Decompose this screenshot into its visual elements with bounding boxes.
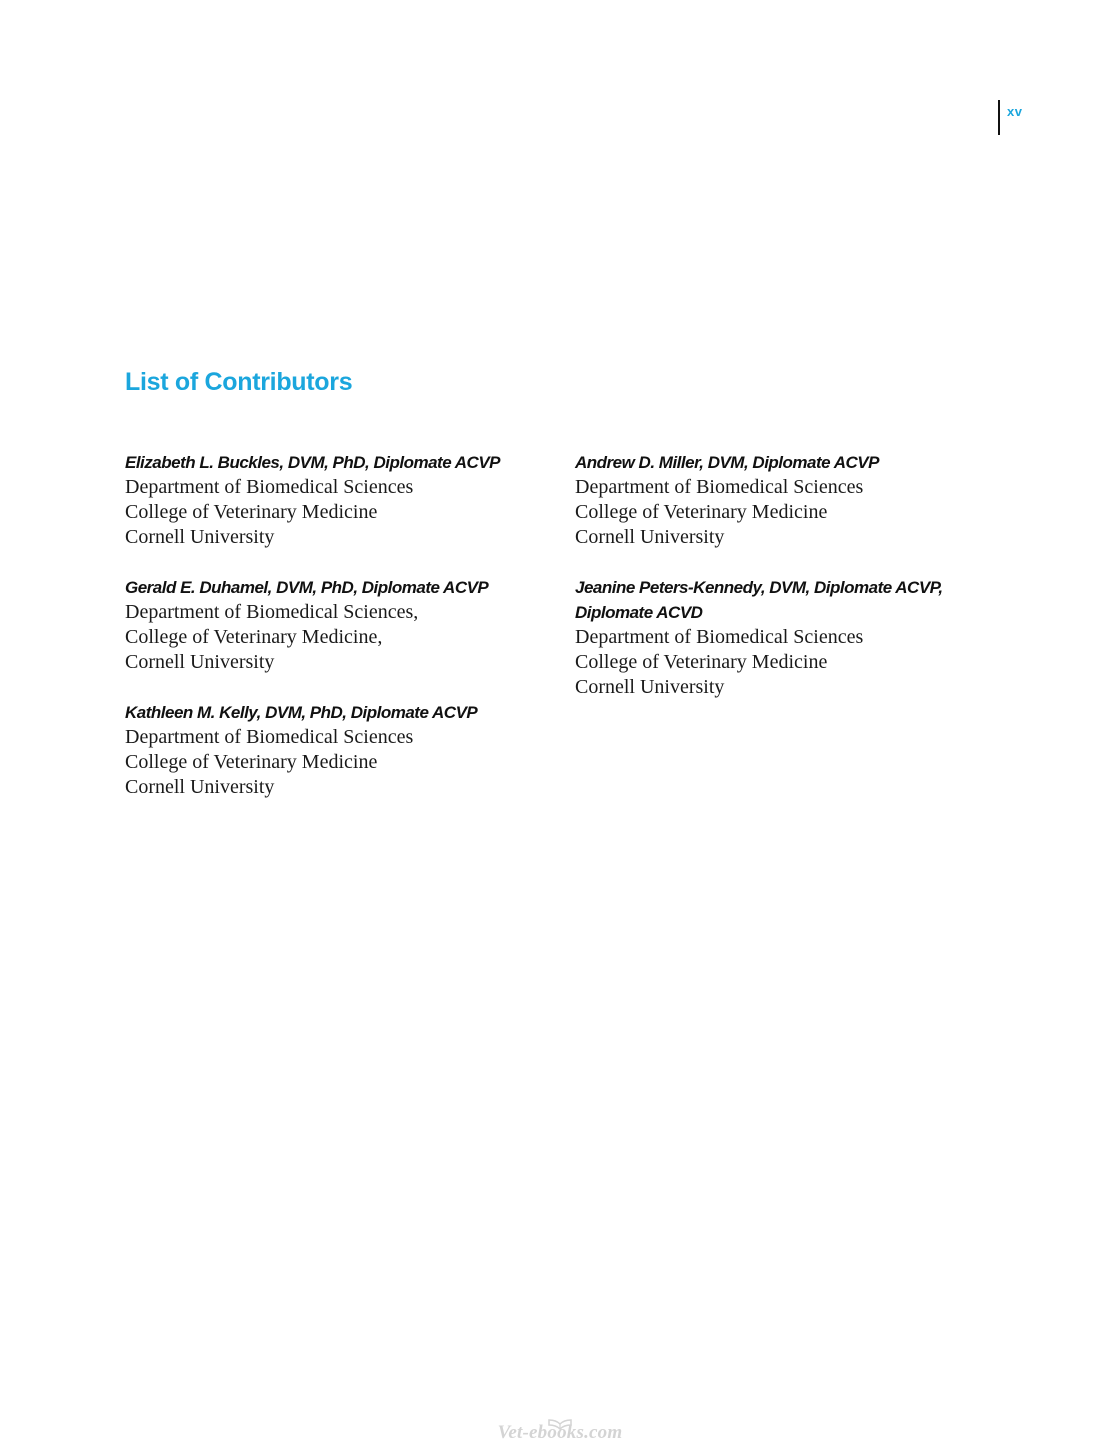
contributor-name: Gerald E. Duhamel, DVM, PhD, Diplomate ACVP (125, 578, 489, 597)
contributor-name: Elizabeth L. Buckles, DVM, PhD, Diplomate ACVP (125, 453, 500, 472)
contributor-university: Cornell University (125, 526, 275, 548)
contributor-university: Cornell University (575, 526, 725, 548)
page-number: xv (1007, 104, 1023, 119)
page-title: List of Contributors (125, 368, 353, 396)
contributor-department: Department of Biomedical Sciences (575, 476, 864, 498)
contributor-department: Department of Biomedical Sciences, (125, 601, 419, 623)
contributors-column-left (125, 450, 565, 825)
contributor-name: Kathleen M. Kelly, DVM, PhD, Diplomate ACVP (125, 703, 478, 722)
contributor-name-line-1: Jeanine Peters-Kennedy, DVM, Diplomate ACVP, (575, 578, 943, 597)
contributor-department: Department of Biomedical Sciences (125, 726, 414, 748)
contributor-name-line-2: Diplomate ACVD (575, 603, 703, 622)
contributor-department: Department of Biomedical Sciences (125, 476, 414, 498)
watermark (490, 1418, 630, 1448)
contributor-entry (575, 575, 1015, 700)
contributor-college: College of Veterinary Medicine (125, 501, 378, 523)
contributor-college: College of Veterinary Medicine (575, 501, 828, 523)
contributor-entry (575, 450, 1015, 550)
contributor-college: College of Veterinary Medicine (125, 751, 378, 773)
contributor-college: College of Veterinary Medicine, (125, 626, 383, 648)
contributor-entry (125, 575, 565, 675)
contributor-name: Andrew D. Miller, DVM, Diplomate ACVP (575, 453, 879, 472)
contributor-university: Cornell University (125, 651, 275, 673)
contributor-department: Department of Biomedical Sciences (575, 626, 864, 648)
contributor-university: Cornell University (575, 676, 725, 698)
contributor-entry (125, 450, 565, 550)
contributor-university: Cornell University (125, 776, 275, 798)
watermark-text: Vet-ebooks.com (497, 1422, 623, 1443)
contributors-column-right (575, 450, 1015, 725)
page-number-marker (998, 100, 1022, 135)
contributor-college: College of Veterinary Medicine (575, 651, 828, 673)
contributor-entry (125, 700, 565, 800)
